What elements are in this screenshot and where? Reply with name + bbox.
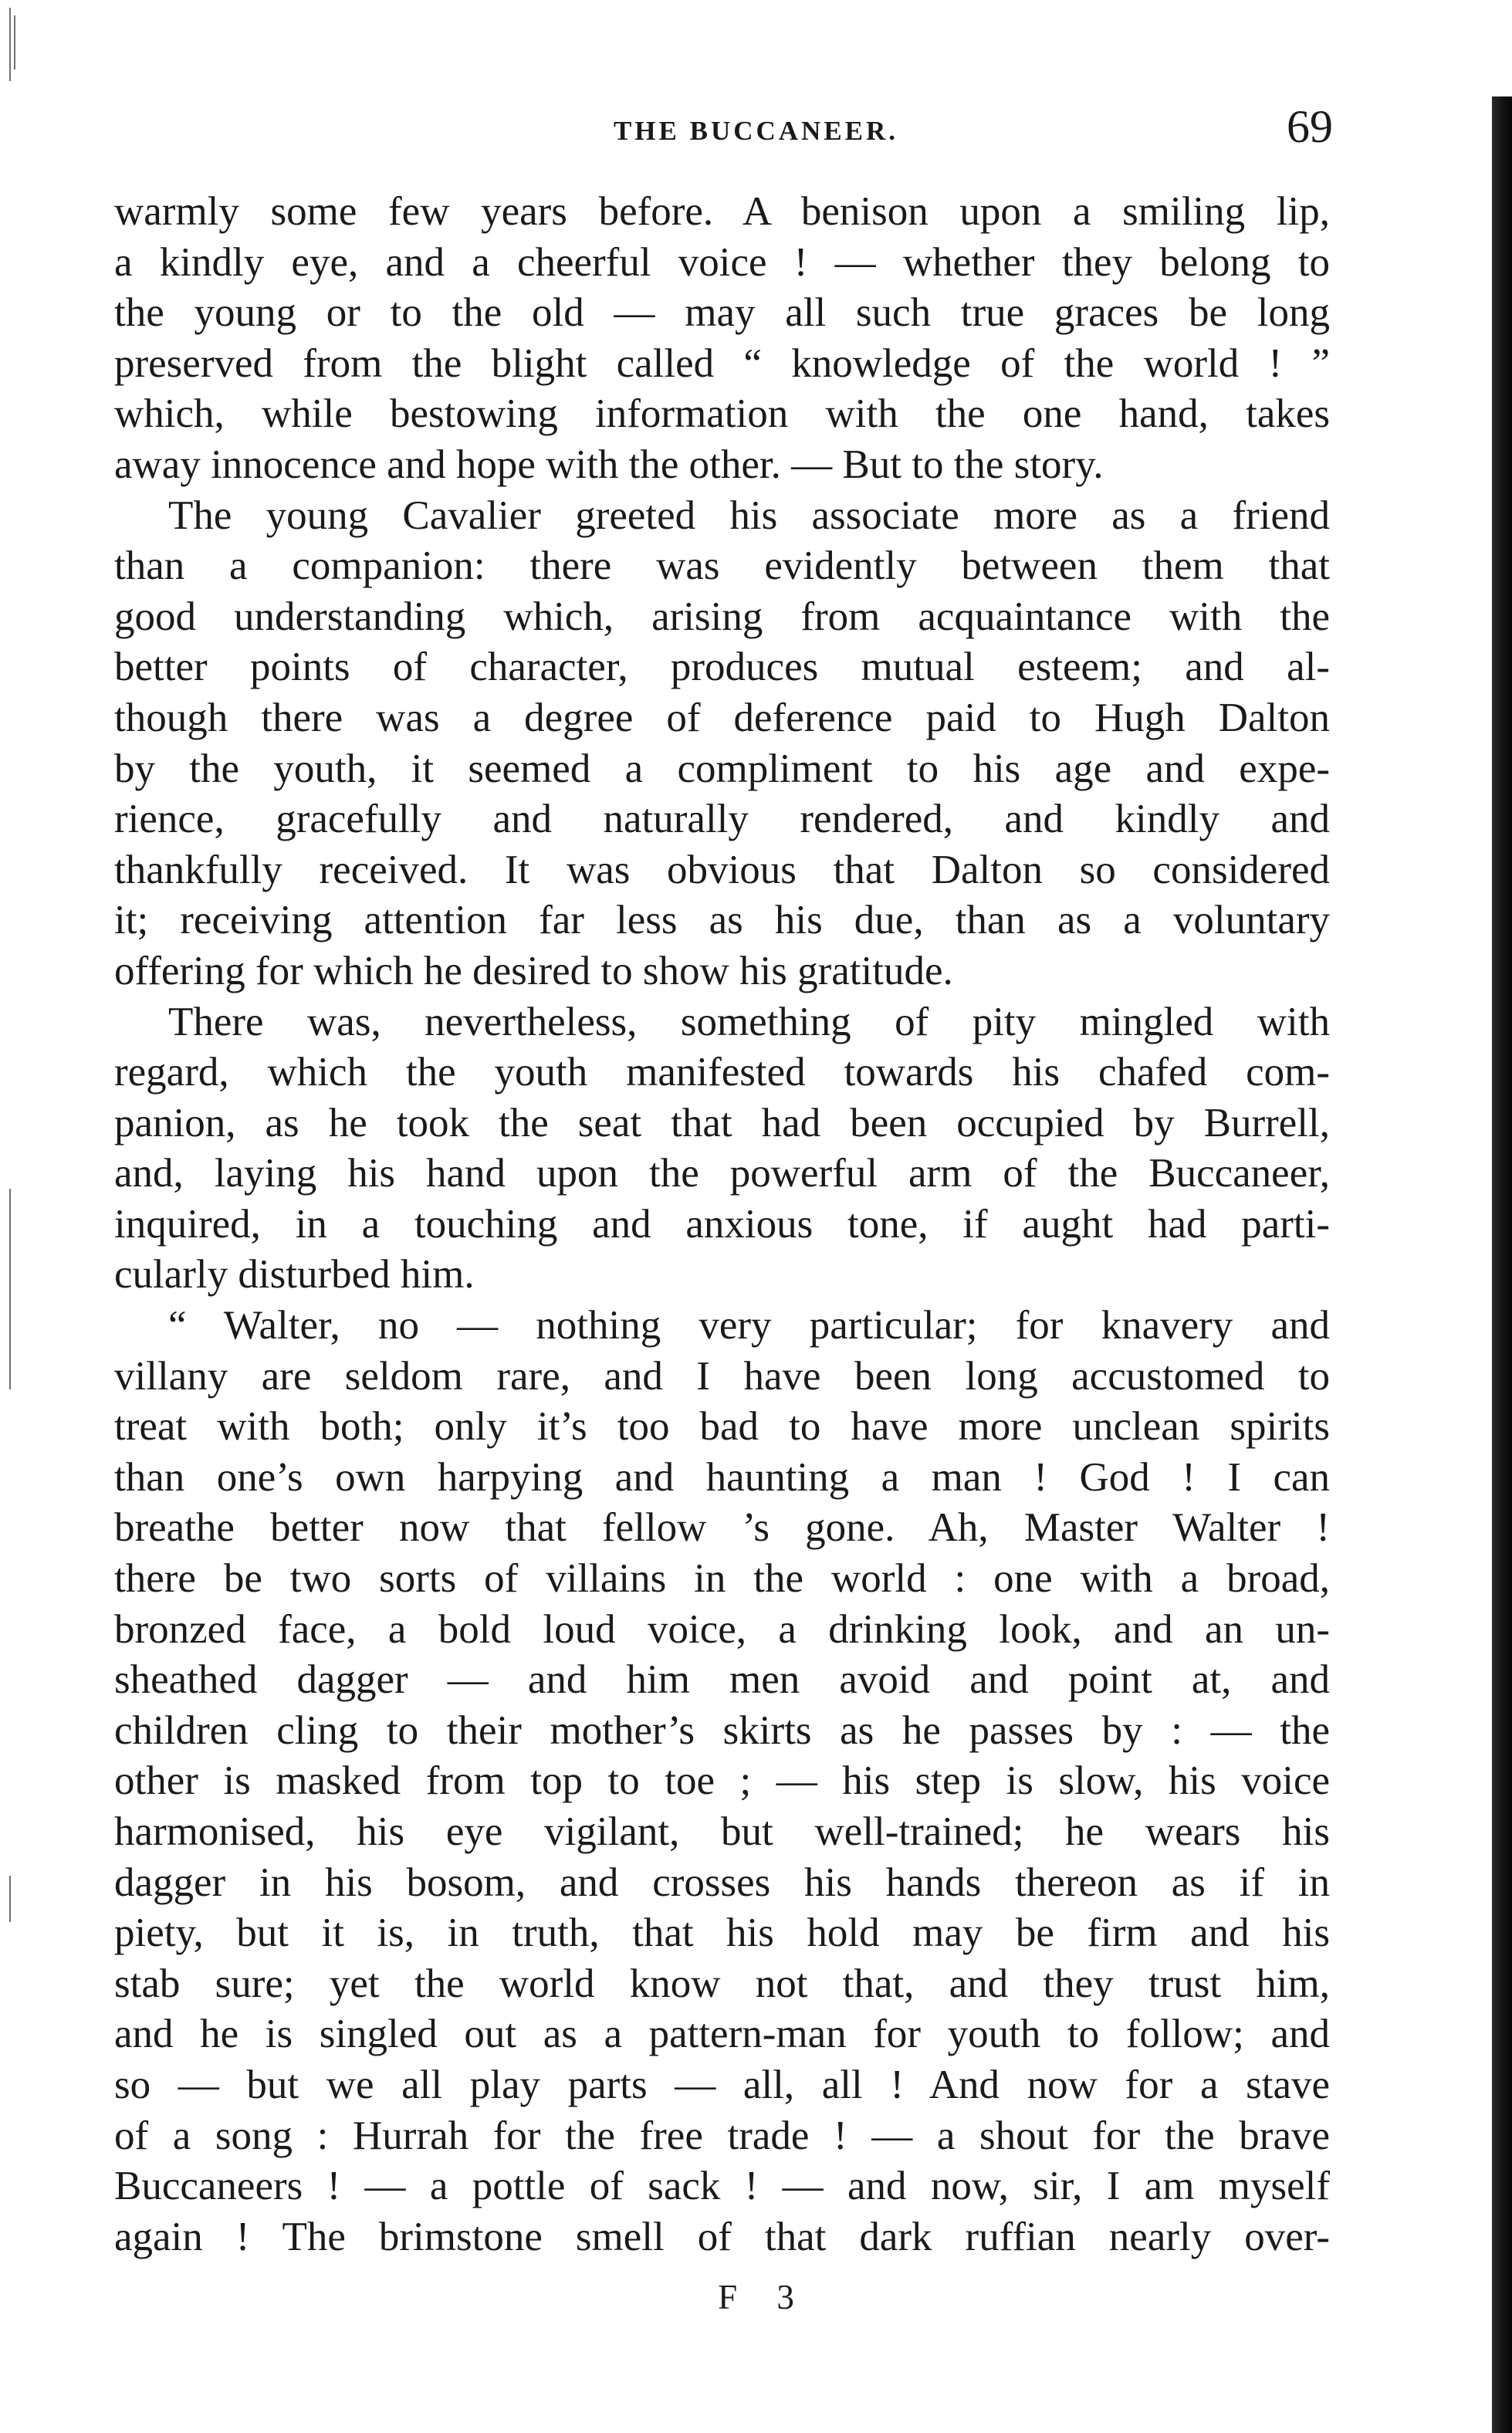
margin-scan-mark [9, 8, 11, 81]
text-line: Buccaneers ! — a pottle of sack ! — and now, sir, I am myself [114, 2164, 1330, 2209]
text-line: of a song : Hurrah for the free trade ! — a shout for the brave [114, 2113, 1330, 2158]
text-line: children cling to their mother’s skirts as he passes by : — the [114, 1707, 1330, 1753]
text-line: breathe better now that fellow ’s gone. Ah, Master Walter ! [114, 1505, 1330, 1551]
text-line: it; receiving attention far less as his due, than as a voluntary [114, 898, 1330, 943]
text-line: better points of character, produces mutual esteem; and al- [114, 645, 1330, 690]
text-line: bronzed face, a bold loud voice, a drinking look, and an un- [114, 1606, 1330, 1652]
text-line: a kindly eye, and a cheerful voice ! — whether they belong to [114, 239, 1330, 285]
text-line: cularly disturbed him. [114, 1252, 475, 1298]
text-line: thankfully received. It was obvious that Dalton so considered [114, 847, 1330, 892]
text-line: again ! The brimstone smell of that dark ruffian nearly over- [114, 2214, 1330, 2259]
text-line: inquired, in a touching and anxious tone, if aught had parti- [114, 1201, 1330, 1247]
text-line: offering for which he desired to show his gratitude. [114, 948, 953, 993]
text-line: away innocence and hope with the other. — But to the story. [114, 442, 1104, 487]
text-line: There was, nevertheless, something of pity mingled with [168, 999, 1330, 1044]
text-line: so — but we all play parts — all, all ! And now for a stave [114, 2062, 1330, 2107]
text-line: than a companion: there was evidently between them that [114, 543, 1330, 589]
text-line: warmly some few years before. A benison upon a smiling lip, [114, 189, 1330, 234]
margin-scan-mark [14, 15, 15, 69]
body-text [114, 187, 1330, 2262]
text-line: preserved from the blight called “ knowledge of the world ! ” [114, 340, 1330, 386]
text-line: regard, which the youth manifested towards his chafed com- [114, 1050, 1330, 1095]
text-line: and he is singled out as a pattern-man for youth to follow; and [114, 2012, 1330, 2057]
text-line: though there was a degree of deference paid to Hugh Dalton [114, 695, 1330, 740]
text-line: treat with both; only it’s too bad to have more unclean spirits [114, 1404, 1330, 1450]
text-line: sheathed dagger — and him men avoid and point at, and [114, 1657, 1330, 1703]
text-line: other is masked from top to toe ; — his step is slow, his voice [114, 1758, 1330, 1804]
text-line: dagger in his bosom, and crosses his hands thereon as if in [114, 1859, 1330, 1905]
text-line: rience, gracefully and naturally rendered, and kindly and [114, 797, 1330, 842]
text-line: by the youth, it seemed a compliment to his age and expe- [114, 746, 1330, 791]
text-line: panion, as he took the seat that had been occupied by Burrell, [114, 1100, 1330, 1145]
signature-mark: F 3 [718, 2278, 810, 2316]
running-head [0, 101, 1512, 170]
text-line: stab sure; yet the world know not that, and they trust him, [114, 1961, 1330, 2006]
text-line: the young or to the old — may all such true graces be long [114, 290, 1330, 336]
running-title: THE BUCCANEER. [613, 116, 899, 146]
text-line: piety, but it is, in truth, that his hold may be firm and his [114, 1910, 1330, 1956]
page-edge-shadow [1492, 96, 1512, 2433]
text-line: which, while bestowing information with the one hand, takes [114, 391, 1330, 437]
text-line: harmonised, his eye vigilant, but well-trained; he wears his [114, 1809, 1330, 1854]
text-line: The young Cavalier greeted his associate more as a friend [168, 492, 1330, 538]
text-line: good understanding which, arising from acquaintance with the [114, 594, 1330, 639]
margin-scan-mark [9, 1876, 11, 1922]
margin-scan-mark [9, 1189, 11, 1389]
text-line: there be two sorts of villains in the world : one with a broad, [114, 1556, 1330, 1602]
text-line: villany are seldom rare, and I have been long accustomed to [114, 1353, 1330, 1399]
text-line: and, laying his hand upon the powerful arm of the Buccaneer, [114, 1151, 1330, 1196]
text-line: than one’s own harpying and haunting a man ! God ! I can [114, 1454, 1330, 1500]
page-number: 69 [1287, 101, 1333, 152]
text-line: “ Walter, no — nothing very particular; for knavery and [168, 1303, 1330, 1348]
